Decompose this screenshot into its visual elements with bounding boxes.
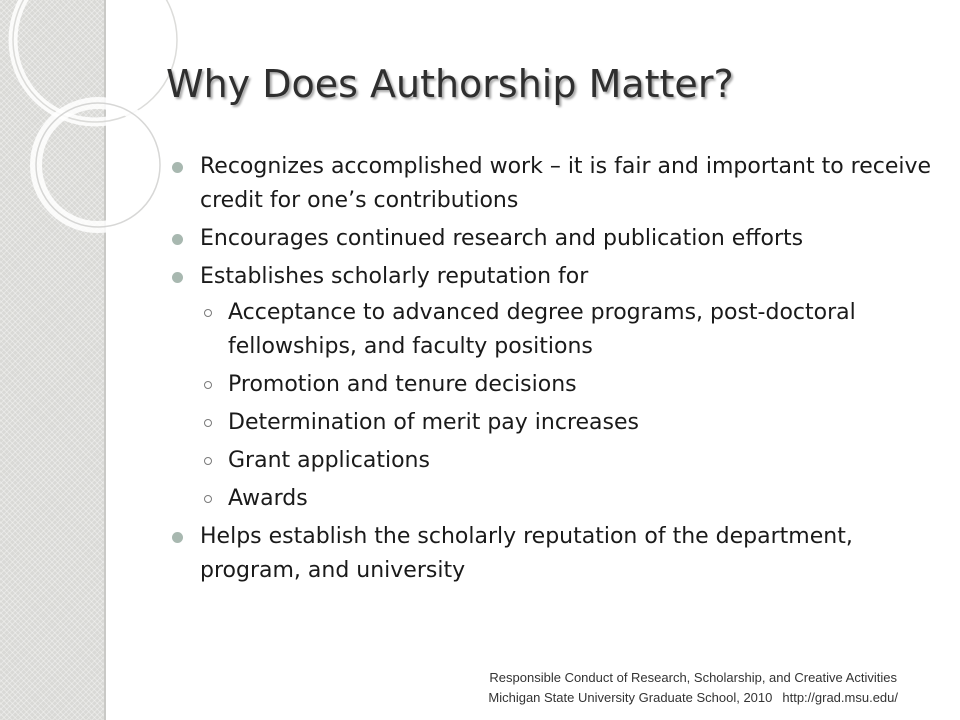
footer-url-link[interactable]: http://grad.msu.edu/ xyxy=(782,690,898,705)
sub-bullet-ring-icon xyxy=(204,309,212,317)
sub-bullet-text: Grant applications xyxy=(228,448,430,473)
bullet-dot-icon xyxy=(172,272,183,283)
bullet-text: Recognizes accomplished work – it is fair and important to receive credit for one’s contributions xyxy=(200,154,932,213)
sub-bullet-list xyxy=(200,296,940,516)
bullet-item xyxy=(170,222,940,256)
bullet-item xyxy=(170,260,940,516)
bullet-list xyxy=(170,150,940,592)
sub-bullet-item xyxy=(200,482,940,516)
bullet-dot-icon xyxy=(172,234,183,245)
bullet-dot-icon xyxy=(172,162,183,173)
bullet-text: Establishes scholarly reputation for xyxy=(200,264,589,289)
sub-bullet-item xyxy=(200,444,940,478)
sub-bullet-item xyxy=(200,368,940,402)
slide-footer xyxy=(488,668,898,708)
sub-bullet-ring-icon xyxy=(204,495,212,503)
sub-bullet-text: Promotion and tenure decisions xyxy=(228,372,577,397)
sub-bullet-text: Awards xyxy=(228,486,308,511)
bullet-item xyxy=(170,520,940,588)
footer-institution: Michigan State University Graduate School, 2010 xyxy=(488,690,773,705)
sub-bullet-item xyxy=(200,296,940,364)
bullet-dot-icon xyxy=(172,532,183,543)
sub-bullet-text: Determination of merit pay increases xyxy=(228,410,639,435)
sub-bullet-item xyxy=(200,406,940,440)
sub-bullet-text: Acceptance to advanced degree programs, post-doctoral fellowships, and faculty positions xyxy=(228,300,856,359)
bullet-text: Helps establish the scholarly reputation of the department, program, and university xyxy=(200,524,853,583)
slide-title: Why Does Authorship Matter? xyxy=(166,62,734,106)
bullet-item xyxy=(170,150,940,218)
footer-line-2 xyxy=(488,688,898,708)
sub-bullet-ring-icon xyxy=(204,381,212,389)
bullet-text: Encourages continued research and publication efforts xyxy=(200,226,804,251)
sub-bullet-ring-icon xyxy=(204,457,212,465)
sub-bullet-ring-icon xyxy=(204,419,212,427)
footer-line-1: Responsible Conduct of Research, Scholarship, and Creative Activities xyxy=(489,670,897,685)
